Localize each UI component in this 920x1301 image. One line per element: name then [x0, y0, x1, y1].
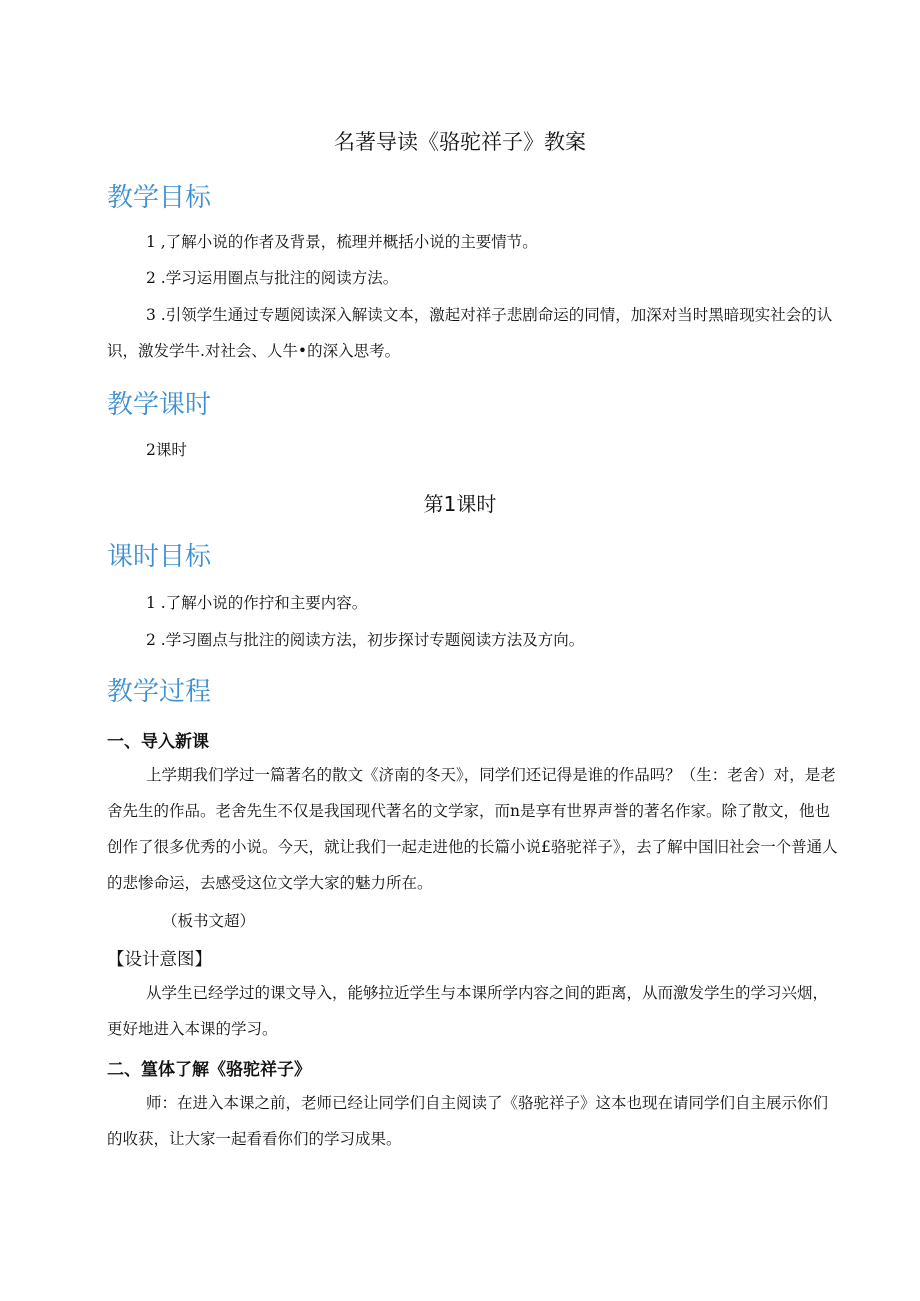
step1-paragraph: 上学期我们学过一篇著名的散文《济南的冬天》，同学们还记得是谁的作品吗？（生：老舍）对，是老舍先生的作品。老舍先生不仅是我国现代著名的文学家，而n是享有世界声誉的著名作家。除了散文，他也创作了很多优秀的小说。今天，就让我们一起走进他的长篇小说£骆驼祥子》，去了解中国旧社会一个普通人的悲惨命运，去感受这位文学大家的魅力所在。: [107, 766, 838, 892]
heading-teaching-objectives: 教学目标: [107, 183, 212, 213]
lesson-objective-item-1: 1 .了解小说的作拧和主要内容。: [146, 594, 368, 612]
objective-item-2: 2 .学习运用圈点与批注的阅读方法。: [146, 269, 399, 287]
heading-lesson-objectives: 课时目标: [107, 542, 212, 572]
board-note: （板书文超）: [162, 912, 256, 930]
design-intent-heading: 【设计意图】: [107, 950, 212, 970]
lesson-title: 第1课时: [423, 492, 497, 516]
design-intent-paragraph: 从学生已经学过的课文导入，能够拉近学生与本课所学内容之间的距离，从而激发学生的学习兴烟，更好地进入本课的学习。: [107, 984, 829, 1038]
step2-paragraph: 师：在进入本课之前，老师已经让同学们自主阅读了《骆驼祥子》这本也现在请同学们自主展示你们的收获，让大家一起看看你们的学习成果。: [107, 1094, 829, 1148]
objective-item-1: 1 ,了解小说的作者及背景，梳理并概括小说的主要情节。: [146, 233, 538, 251]
document-title: 名著导读《骆驼祥子》教案: [334, 130, 586, 154]
heading-teaching-process: 教学过程: [107, 677, 212, 707]
heading-teaching-hours: 教学课时: [107, 390, 212, 420]
objective-item-3: 3 .引领学生通过专题阅读深入解读文本，激起对祥子悲剧命运的同情，加深对当时黑暗现实社会的认识，激发学牛.对社会、人牛•的深入思考。: [107, 306, 833, 360]
teaching-hours-value: 2课时: [146, 441, 187, 459]
step1-heading: 一、导入新课: [107, 732, 209, 752]
step2-heading: 二、篁体了解《骆驼祥子》: [107, 1060, 311, 1080]
lesson-objective-item-2: 2 .学习圈点与批注的阅读方法，初步探讨专题阅读方法及方向。: [146, 631, 585, 649]
